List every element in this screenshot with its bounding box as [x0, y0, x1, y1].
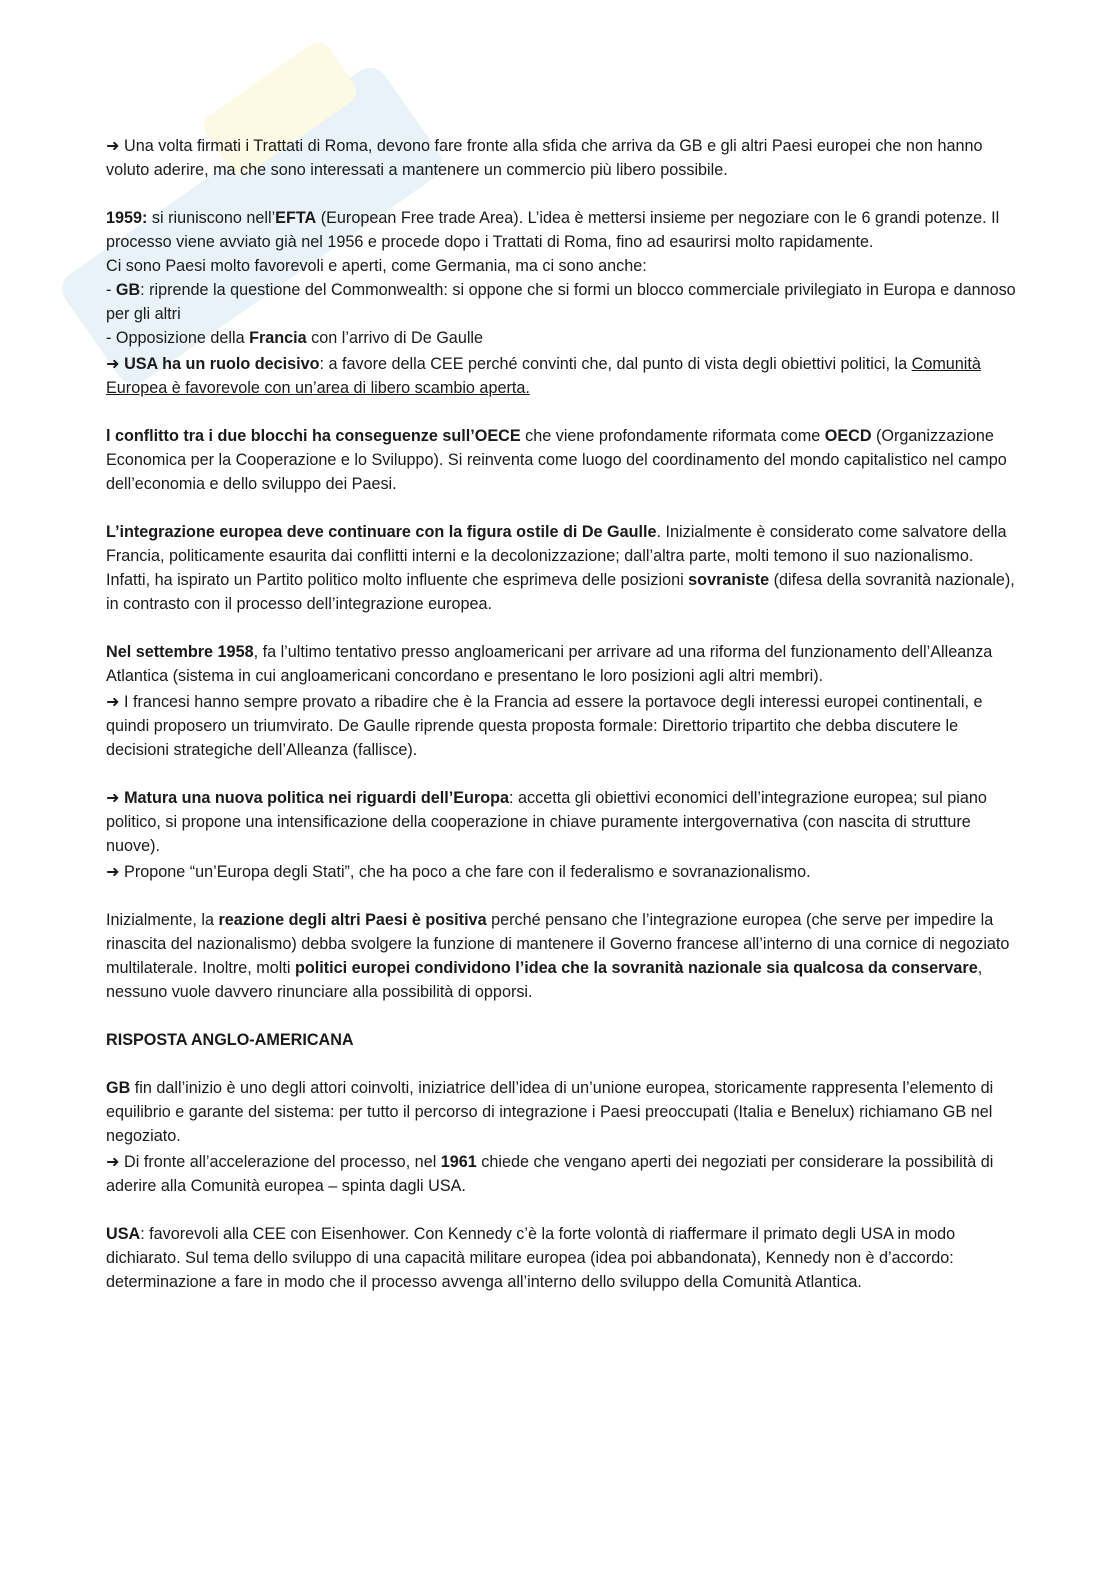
paragraph-gb: GB fin dall’inizio è uno degli attori coinvolti, iniziatrice dell’idea di un’unione europea, storicamente rappresenta l’elemento di equilibrio e garante del sistema: per tutto il percorso di integrazione i Paesi preoccupati (Italia e Benelux) richiamano GB nel negoziato.	[106, 1079, 994, 1145]
paragraph-sovraniste: Infatti, ha ispirato un Partito politico molto influente che esprimeva delle posizioni sovraniste (difesa della sovranità nazionale), in contrasto con il processo dell’integrazione europea.	[106, 571, 1015, 613]
paragraph-efta-line: Ci sono Paesi molto favorevoli e aperti, come Germania, ma ci sono anche:	[106, 257, 647, 275]
paragraph-francesi: ➜ I francesi hanno sempre provato a ribadire che è la Francia ad essere la portavoce degli interessi europei continentali, e quindi proposero un triumvirato. De Gaulle riprende questa proposta formale: Direttorio tripartito che debba discutere le decisioni strategiche dell’Alleanza (fallisce).	[106, 693, 983, 759]
paragraph-oece: l conflitto tra i due blocchi ha conseguenze sull’OECE che viene profondamente riformata come OECD (Organizzazione Economica per la Cooperazione e lo Sviluppo). Si reinventa come luogo del coordinamento del mondo capitalistico nel campo dell’economia e dello sviluppo dei Paesi.	[106, 427, 1007, 493]
paragraph-efta: 1959: si riuniscono nell’EFTA (European Free trade Area). L’idea è mettersi insieme per negoziare con le 6 grandi potenze. Il processo viene avviato già nel 1956 e procede dopo i Trattati di Roma, fino ad esaurirsi molto rapidamente.	[106, 209, 1000, 251]
paragraph-europa-stati: ➜ Propone “un’Europa degli Stati”, che ha poco a che fare con il federalismo e sovranazionalismo.	[106, 863, 811, 881]
paragraph-trattati: ➜ Una volta firmati i Trattati di Roma, devono fare fronte alla sfida che arriva da GB e gli altri Paesi europei che non hanno voluto aderire, ma che sono interessati a mantenere un commercio più libero possibile.	[106, 137, 983, 179]
paragraph-settembre-1958: Nel settembre 1958, fa l’ultimo tentativo presso angloamericani per arrivare ad una riforma del funzionamento dell’Alleanza Atlantica (sistema in cui angloamericani concordano e presentano le loro posizioni agli altri membri).	[106, 643, 993, 685]
list-item-francia: - Opposizione della Francia con l’arrivo di De Gaulle	[106, 329, 484, 347]
paragraph-nuova-politica: ➜ Matura una nuova politica nei riguardi dell’Europa: accetta gli obiettivi economici dell’integrazione europea; sul piano politico, si propone una intensificazione della cooperazione in chiave puramente intergovernativa (con nascita di strutture nuove).	[106, 789, 987, 855]
section-heading: RISPOSTA ANGLO-AMERICANA	[106, 1031, 354, 1049]
paragraph-de-gaulle: L’integrazione europea deve continuare con la figura ostile di De Gaulle. Inizialmente è considerato come salvatore della Francia, politicamente esaurita dai conflitti interni e la decolonizzazione; dall’altra parte, molti temono il suo nazionalismo.	[106, 523, 1007, 565]
list-item-gb: - GB: riprende la questione del Commonwealth: si oppone che si formi un blocco commerciale privilegiato in Europa e dannoso per gli altri	[106, 281, 1016, 323]
paragraph-usa: USA: favorevoli alla CEE con Eisenhower. Con Kennedy c’è la forte volontà di riaffermare il primato degli USA in modo dichiarato. Sul tema dello sviluppo di una capacità militare europea (idea poi abbandonata), Kennedy non è d’accordo: determinazione a fare in modo che il processo avvenga all’interno dello sviluppo della Comunità Atlantica.	[106, 1225, 956, 1291]
document-body	[106, 134, 1018, 1294]
paragraph-reazione: Inizialmente, la reazione degli altri Paesi è positiva perché pensano che l’integrazione europea (che serve per impedire la rinascita del nazionalismo) debba svolgere la funzione di mantenere il Governo francese all’interno di una cornice di negoziato multilaterale. Inoltre, molti politici europei condividono l’idea che la sovranità nazionale sia qualcosa da conservare, nessuno vuole davvero rinunciare alla possibilità di opporsi.	[106, 911, 1010, 1001]
paragraph-1961: ➜ Di fronte all’accelerazione del processo, nel 1961 chiede che vengano aperti dei negoziati per considerare la possibilità di aderire alla Comunità europea – spinta dagli USA.	[106, 1153, 994, 1195]
paragraph-usa-decisivo: ➜ USA ha un ruolo decisivo: a favore della CEE perché convinti che, dal punto di vista degli obiettivi politici, la Comunità Europea è favorevole con un’area di libero scambio aperta.	[106, 355, 981, 397]
